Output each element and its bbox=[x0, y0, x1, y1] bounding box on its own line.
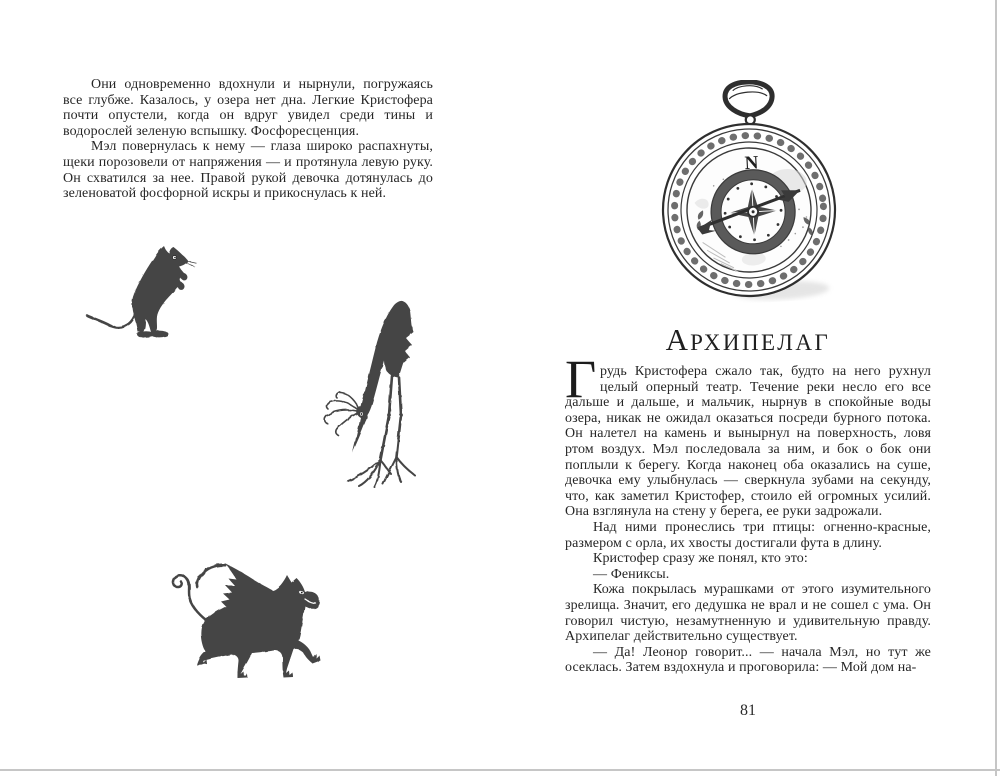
bird-crest-plumes bbox=[325, 392, 358, 435]
drop-cap: Г bbox=[565, 349, 597, 409]
bird-knee bbox=[399, 413, 403, 417]
bird-legs bbox=[381, 376, 402, 460]
rat-illustration bbox=[85, 237, 235, 342]
page-right-edge-line bbox=[995, 0, 997, 776]
griffin-far-wing bbox=[197, 565, 225, 587]
griffin-pupil bbox=[301, 592, 303, 594]
paragraph: Они одновременно вдохнули и нырнули, погружаясь все глубже. Казалось, у озера нет дна. Легкие Кристофера почти опустели, когда он вдруг увидел среди тины и водорослей зеленую вспышку. Фосфоресценция. bbox=[63, 77, 433, 139]
bird-body-group bbox=[325, 301, 415, 487]
griffin-body-group bbox=[173, 564, 321, 679]
rat-pupil bbox=[174, 257, 176, 259]
paragraph bbox=[565, 349, 931, 520]
chapter-title-initial: А bbox=[665, 322, 691, 357]
griffin-body bbox=[197, 564, 321, 679]
rat-whiskers bbox=[187, 261, 197, 267]
paragraph: Кристофер сразу же понял, кто это: bbox=[593, 551, 808, 567]
rat-tail bbox=[87, 316, 135, 328]
bird-knee bbox=[387, 413, 391, 417]
right-page-text bbox=[565, 349, 931, 676]
paragraph-text: рудь Кристофера сжало так, будто на него рухнул целый оперный театр. Течение реки несло его все дальше и дальше, и мальчик, нырнув в спокойные воды озера, никак не ожидал оказаться посреди бурного потока. Он налетел на камень и вынырнул на поверхность, ловя ртом воздух. Мэл последовала за ним, и бок о бок они поплыли к берегу. Когда наконец оба оказались на суше, девочка ему улыбнулась — сверкнула зубами на секунду, что, как заметил Кристофер, стоило ей огромных усилий. Она взглянула на стену у берега, ее руки задрожали. bbox=[565, 364, 931, 520]
rat-body-group bbox=[87, 246, 197, 338]
left-page-text bbox=[63, 77, 433, 202]
paragraph: Над ними пронеслись три птицы: огненно-красные, размером с орла, их хвосты достигали фута в длину. bbox=[565, 519, 931, 551]
compass-bow-ridges bbox=[729, 85, 768, 99]
page-bottom-edge-line bbox=[0, 769, 1000, 771]
rat-body bbox=[132, 246, 188, 332]
paragraph: Кожа покрылась мурашками от этого изумительного зрелища. Значит, его дедушка не врал и не сошел с ума. Он говорил чистую, незамутненную и удивительную правду. Архипелаг действительно существует. bbox=[565, 582, 931, 645]
bird-pupil bbox=[361, 413, 363, 415]
griffin-illustration bbox=[155, 562, 355, 697]
paragraph: Мэл повернулась к нему — глаза широко распахнуты, щеки порозовели от напряжения — и протянула левую руку. Он схватился за нее. Правой рукой девочка дотянулась до зеленоватой фосфорной искры и прикоснулась к ней. bbox=[63, 139, 433, 202]
bird-toes bbox=[348, 457, 415, 487]
compass-illustration bbox=[655, 80, 845, 308]
bird-body bbox=[353, 301, 414, 453]
griffin-tail bbox=[173, 575, 206, 620]
paragraph: — Да! Леонор говорит... — начала Мэл, но тут же осеклась. Затем вздохнула и проговорила: — Мой дом на- bbox=[565, 644, 931, 676]
griffin-svg bbox=[155, 562, 355, 697]
crane-bird-svg bbox=[300, 297, 460, 489]
chapter-title bbox=[565, 324, 931, 362]
compass-svg bbox=[655, 80, 845, 308]
compass-group bbox=[656, 80, 839, 305]
chapter-title-rest: РХИПЕЛАГ bbox=[690, 330, 831, 355]
rat-silhouette-svg bbox=[85, 237, 235, 342]
paragraph: — Фениксы. bbox=[593, 566, 670, 582]
rat-foot bbox=[137, 331, 155, 337]
compass-north-label: N bbox=[744, 152, 759, 175]
crane-bird-illustration bbox=[300, 297, 460, 489]
page-number: 81 bbox=[740, 702, 756, 719]
